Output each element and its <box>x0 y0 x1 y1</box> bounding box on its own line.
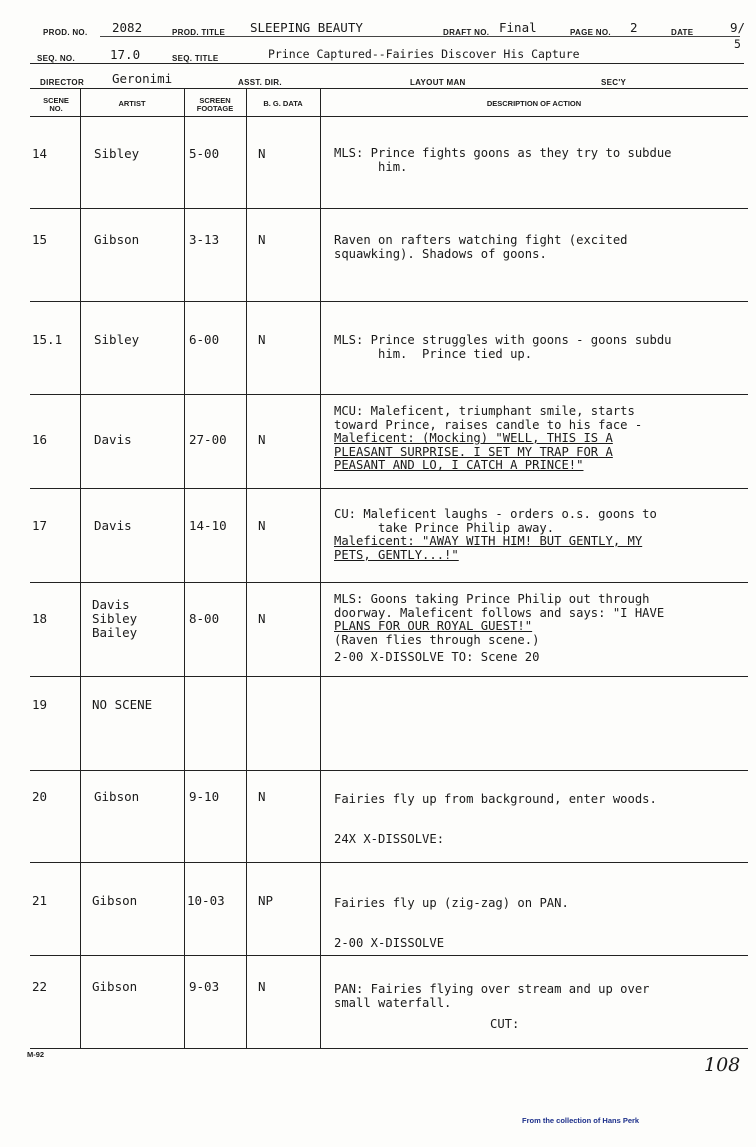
col-footage-line2: FOOTAGE <box>196 104 234 113</box>
row-rule <box>30 488 748 489</box>
col-footage-line1: SCREEN <box>199 96 231 105</box>
artist-line: Gibson <box>94 789 140 804</box>
artist-name <box>92 980 137 994</box>
screen-footage: 9-03 <box>189 979 220 994</box>
description-line: take Prince Philip away. <box>378 520 555 535</box>
screen-footage: 27-00 <box>189 432 227 447</box>
row-rule <box>30 862 748 863</box>
scene-number: 20 <box>32 789 48 804</box>
description-line: small waterfall. <box>334 995 452 1010</box>
artist-name <box>94 333 139 347</box>
description-line: PLEASANT SURPRISE. I SET MY TRAP FOR A <box>334 444 613 459</box>
action-description <box>334 334 750 361</box>
grid-vline-4 <box>320 89 321 1049</box>
screen-footage: 14-10 <box>189 518 227 533</box>
description-line: him. Prince tied up. <box>334 346 533 361</box>
bg-data: N <box>258 611 266 626</box>
handwritten-page-number: 108 <box>704 1054 741 1076</box>
artist-name <box>92 894 137 908</box>
date-label: DATE <box>671 28 694 37</box>
grid-vline-1 <box>80 89 81 1049</box>
description-line: MLS: Goons taking Prince Philip out through <box>334 592 650 606</box>
artist-line: Gibson <box>92 979 138 994</box>
row-rule <box>30 676 748 677</box>
row-rule <box>30 208 748 209</box>
bg-data: N <box>258 432 266 447</box>
artist-line: Sibley <box>94 146 140 161</box>
description-line: PAN: Fairies flying over stream and up over <box>334 982 650 996</box>
description-line: toward Prince, raises candle to his face - <box>334 417 643 432</box>
asst-dir-label: ASST. DIR. <box>238 78 282 87</box>
table-bottom-rule <box>30 1048 748 1049</box>
artist-name <box>94 433 132 447</box>
column-header-rule <box>30 116 748 117</box>
date-value: 9/ <box>730 20 746 35</box>
artist-name <box>94 519 132 533</box>
header-underline-3 <box>30 88 748 89</box>
bg-data: N <box>258 789 266 804</box>
col-description: DESCRIPTION OF ACTION <box>486 99 582 108</box>
bg-data: N <box>258 979 266 994</box>
description-line: Maleficent: "AWAY WITH HIM! BUT GENTLY, MY <box>334 534 643 549</box>
seq-no-label: SEQ. NO. <box>37 54 75 63</box>
artist-line: Gibson <box>92 893 138 908</box>
bg-data: N <box>258 232 266 247</box>
artist-line: Davis <box>94 432 132 447</box>
seq-title: Prince Captured--Fairies Discover His Capture <box>268 47 580 61</box>
prod-title-label: PROD. TITLE <box>172 28 226 37</box>
description-line: PEASANT AND LO, I CATCH A PRINCE!" <box>334 458 584 473</box>
director: Geronimi <box>112 71 173 86</box>
screen-footage: 3-13 <box>189 232 220 247</box>
description-line: 24X X-DISSOLVE: <box>334 831 445 846</box>
artist-line: Gibson <box>94 232 140 247</box>
grid-vline-2 <box>184 89 185 1049</box>
artist-line: Bailey <box>92 625 138 640</box>
artist-name <box>94 233 139 247</box>
grid-vline-3 <box>246 89 247 1049</box>
description-line: MLS: Prince struggles with goons - goons subdu <box>334 333 672 347</box>
director-label: DIRECTOR <box>40 78 85 87</box>
header-underline-1 <box>100 36 740 37</box>
header-underline-2 <box>30 63 744 64</box>
artist-name <box>92 598 137 640</box>
spacer <box>334 1010 750 1018</box>
description-line: doorway. Maleficent follows and says: "I HAVE <box>334 605 665 620</box>
bg-data: N <box>258 518 266 533</box>
spacer <box>334 807 750 833</box>
artist-line: Davis <box>92 597 130 612</box>
scene-number: 21 <box>32 893 48 908</box>
screen-footage: 5-00 <box>189 146 220 161</box>
action-description <box>334 147 750 174</box>
draft-no-label: DRAFT NO. <box>443 28 490 37</box>
row-rule <box>30 582 748 583</box>
scene-number: 18 <box>32 611 48 626</box>
description-line: him. <box>334 159 408 174</box>
prod-title: SLEEPING BEAUTY <box>250 20 363 35</box>
screen-footage: 6-00 <box>189 332 220 347</box>
artist-line: Sibley <box>92 611 138 626</box>
seq-title-label: SEQ. TITLE <box>172 54 219 63</box>
artist-line: NO SCENE <box>92 697 153 712</box>
prod-no-label: PROD. NO. <box>43 28 88 37</box>
scene-number: 17 <box>32 518 48 533</box>
artist-line: Sibley <box>94 332 140 347</box>
col-scene-no-line1: SCENE <box>43 96 69 105</box>
scene-number: 19 <box>32 697 48 712</box>
layout-man-label: LAYOUT MAN <box>410 78 466 87</box>
col-scene-no <box>36 97 76 113</box>
description-line: CU: Maleficent laughs - orders o.s. goons to <box>334 507 657 521</box>
description-line: Fairies fly up from background, enter woods. <box>334 792 657 806</box>
col-bg-data: B. G. DATA <box>263 99 303 108</box>
scene-number: 15 <box>32 232 48 247</box>
row-rule <box>30 955 748 956</box>
action-description <box>334 983 750 1032</box>
action-description <box>334 234 750 261</box>
description-line: PLANS FOR OUR ROYAL GUEST!" <box>334 619 533 634</box>
page-no-label: PAGE NO. <box>570 28 611 37</box>
scene-number: 15.1 <box>32 332 63 347</box>
action-description <box>334 897 750 950</box>
description-line: Raven on rafters watching fight (excited <box>334 233 628 247</box>
col-scene-no-line2: NO. <box>49 104 63 113</box>
bg-data: N <box>258 332 266 347</box>
secy-label: SEC'Y <box>601 78 627 87</box>
row-rule <box>30 394 748 395</box>
row-rule <box>30 301 748 302</box>
action-description <box>334 793 750 846</box>
row-rule <box>30 770 748 771</box>
description-line: PETS, GENTLY...!" <box>334 547 459 562</box>
description-line: 2-00 X-DISSOLVE TO: Scene 20 <box>334 650 540 665</box>
artist-name <box>94 147 139 161</box>
seq-no: 17.0 <box>110 47 141 62</box>
bg-data: N <box>258 146 266 161</box>
page-no: 2 <box>630 20 638 35</box>
description-line: 2-00 X-DISSOLVE <box>334 935 445 950</box>
artist-name <box>94 790 139 804</box>
description-line: Maleficent: (Mocking) "WELL, THIS IS A <box>334 431 613 446</box>
artist-name <box>92 698 152 712</box>
draft-no: Final <box>499 20 537 35</box>
col-artist: ARTIST <box>118 99 146 108</box>
bg-data: NP <box>258 893 274 908</box>
action-description <box>334 405 750 473</box>
artist-line: Davis <box>94 518 132 533</box>
description-line: squawking). Shadows of goons. <box>334 246 547 261</box>
description-line: MCU: Maleficent, triumphant smile, starts <box>334 404 635 418</box>
prod-no: 2082 <box>112 20 143 35</box>
screen-footage: 8-00 <box>189 611 220 626</box>
description-line: (Raven flies through scene.) <box>334 632 540 647</box>
scene-number: 22 <box>32 979 48 994</box>
screen-footage: 10-03 <box>187 893 225 908</box>
spacer <box>334 911 750 937</box>
description-line: MLS: Prince fights goons as they try to subdue <box>334 146 672 160</box>
description-line: Fairies fly up (zig-zag) on PAN. <box>334 896 569 910</box>
scene-number: 16 <box>32 432 48 447</box>
col-screen-footage <box>184 97 246 113</box>
form-number: M-92 <box>27 1050 45 1059</box>
action-description <box>334 508 750 562</box>
scene-number: 14 <box>32 146 48 161</box>
action-description <box>334 593 750 665</box>
screen-footage: 9-10 <box>189 789 220 804</box>
date-value-2: 5 <box>734 37 741 51</box>
collection-credit: From the collection of Hans Perk <box>522 1116 640 1125</box>
description-line: CUT: <box>490 1017 520 1032</box>
